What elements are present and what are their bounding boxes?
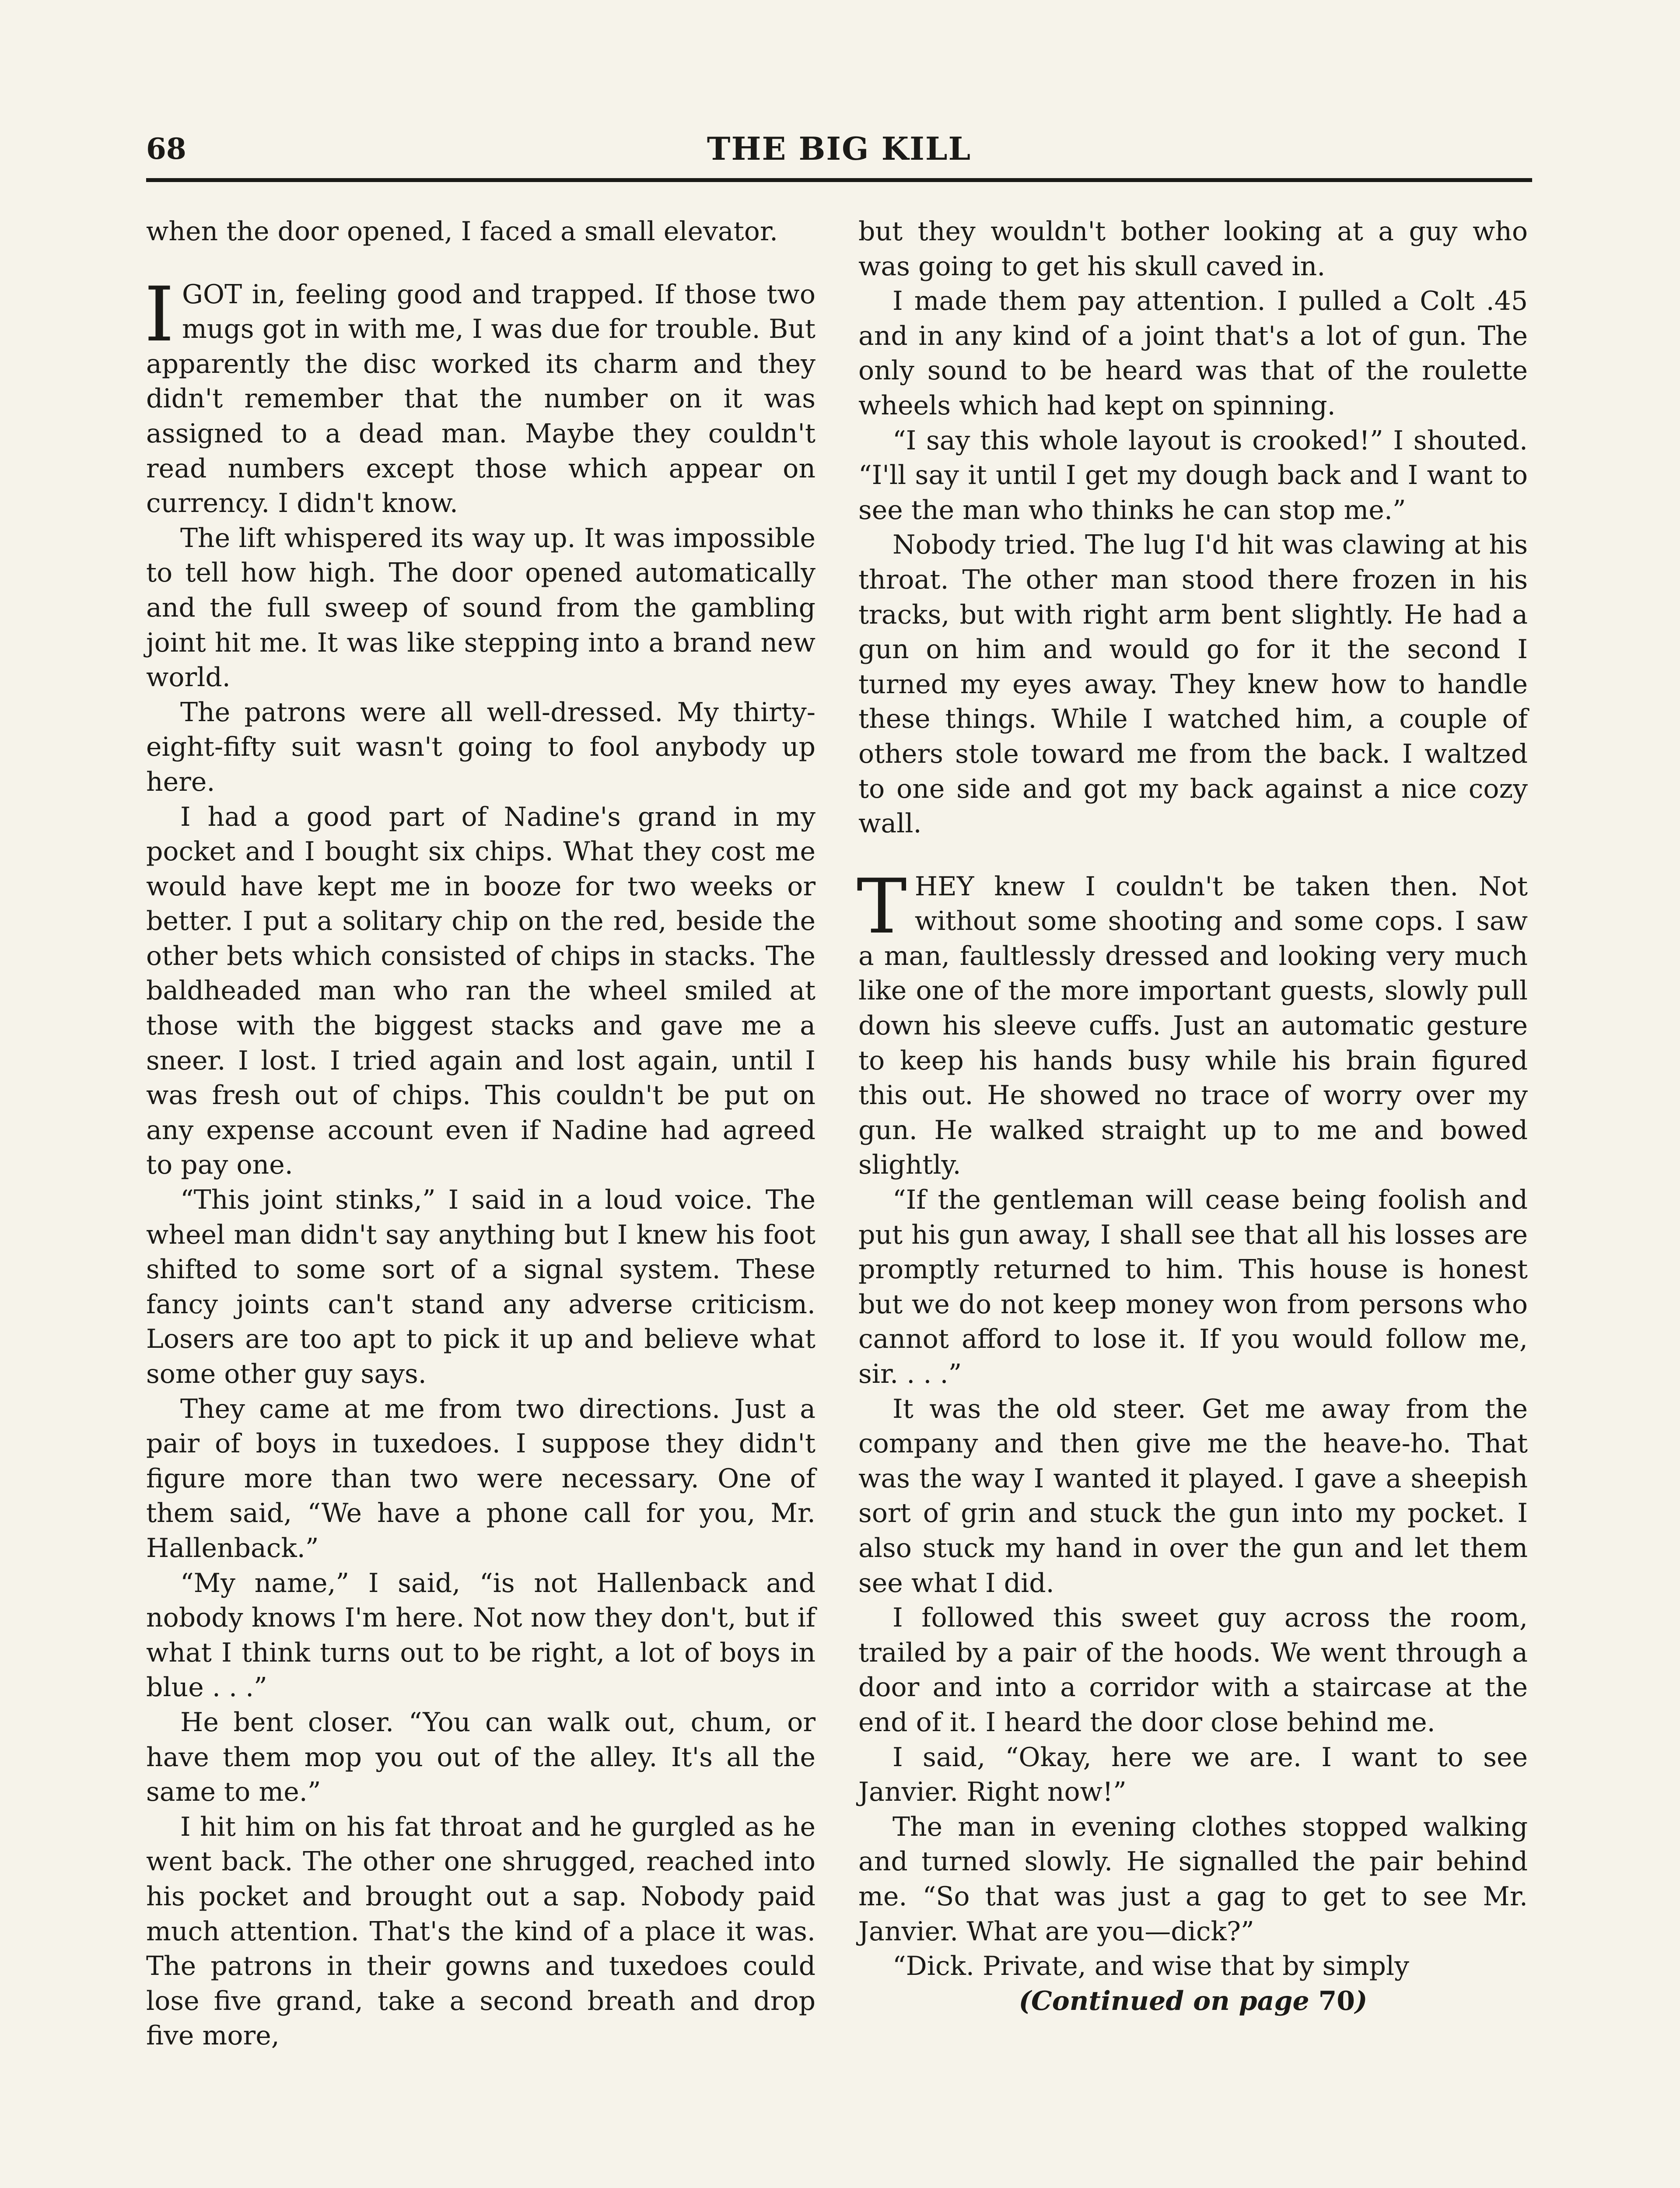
header-rule bbox=[146, 178, 1532, 182]
page-header bbox=[146, 131, 1532, 166]
paragraph: “If the gentleman will cease being foolish and put his gun away, I shall see that all his losses are promptly returned to him. This house is honest but we do not keep money won from persons who cannot afford to lose it. If you would follow me, sir. . . .” bbox=[858, 1185, 1528, 1389]
paragraph: “My name,” I said, “is not Hallenback and nobody knows I'm here. Not now they don't, but if what I think turns out to be right, a lot of boys in blue . . .” bbox=[146, 1567, 816, 1703]
section-opening-paragraph bbox=[144, 270, 816, 521]
paragraph: I hit him on his fat throat and he gurgled as he went back. The other one shrugged, reached into his pocket and brought out a sap. Nobody paid much attention. That's the kind of a place it was. The patrons in their gowns and tuxedoes could lose five grand, take a second breath and drop five more, bbox=[146, 1811, 816, 2051]
paragraph: I made them pay attention. I pulled a Colt .45 and in any kind of a joint that's a lot of gun. The only sound to be heard was that of the roulette wheels which had kept on spinning. bbox=[858, 286, 1528, 421]
running-title: THE BIG KILL bbox=[707, 130, 972, 167]
section-opening-paragraph bbox=[857, 862, 1528, 1183]
paragraph: It was the old steer. Get me away from the company and then give me the heave-ho. That was the way I wanted it played. I gave a sheepish sort of grin and stuck the gun into my pocket. I also stuck my hand in over the gun and let them see what I did. bbox=[858, 1393, 1528, 1599]
paragraph: He bent closer. “You can walk out, chum, or have them mop you out of the alley. It's all the same to me.” bbox=[146, 1707, 816, 1808]
page-number: 68 bbox=[146, 132, 186, 166]
paragraph: The lift whispered its way up. It was impossible to tell how high. The door opened automatically and the full sweep of sound from the gambling joint hit me. It was like stepping into a brand new world. bbox=[146, 522, 816, 693]
left-column bbox=[146, 214, 816, 2054]
drop-cap: T bbox=[857, 862, 907, 950]
paragraph-text: HEY knew I couldn't be taken then. Not without some shooting and some cops. I saw a man, faultlessly dressed and looking very much like one of the more important guests, slowly pull down his sleeve cuffs. Just an automatic gesture to keep his hands busy while his brain figured this out. He showed no trace of worry over my gun. He walked straight up to me and bowed slightly. bbox=[858, 871, 1528, 1181]
paragraph: Nobody tried. The lug I'd hit was clawing at his throat. The other man stood there frozen in his tracks, but with right arm bent slightly. He had a gun on him and would go for it the second I turned my eyes away. They knew how to handle these things. While I watched him, a couple of others stole toward me from the back. I waltzed to one side and got my back against a nice cozy wall. bbox=[858, 529, 1528, 839]
paragraph: when the door opened, I faced a small elevator. bbox=[146, 216, 778, 247]
paragraph: I said, “Okay, here we are. I want to see Janvier. Right now!” bbox=[858, 1742, 1528, 1808]
paragraph: “Dick. Private, and wise that by simply bbox=[892, 1951, 1410, 1982]
paragraph: They came at me from two directions. Just a pair of boys in tuxedoes. I suppose they didn't figure more than two were necessary. One of them said, “We have a phone call for you, Mr. Hallenback.” bbox=[146, 1393, 816, 1564]
paragraph: The patrons were all well-dressed. My thirty-eight-fifty suit wasn't going to fool anybody up here. bbox=[146, 697, 816, 797]
continuation-label: Continued on page bbox=[1031, 1985, 1309, 2016]
paragraph: I followed this sweet guy across the room, trailed by a pair of the hoods. We went through a door and into a corridor with a staircase at the end of it. I heard the door close behind me. bbox=[858, 1602, 1528, 1738]
paragraph: “I say this whole layout is crooked!” I shouted. “I'll say it until I get my dough back and I want to see the man who thinks he can stop me.” bbox=[858, 425, 1528, 526]
paragraph: The man in evening clothes stopped walking and turned slowly. He signalled the pair behind me. “So that was just a gag to get to see Mr. Janvier. What are you—dick?” bbox=[858, 1811, 1528, 1947]
paragraph: I had a good part of Nadine's grand in my pocket and I bought six chips. What they cost me would have kept me in booze for two weeks or better. I put a solitary chip on the red, beside the other bets which consisted of chips in stacks. The baldheaded man who ran the wheel smiled at those with the biggest stacks and gave me a sneer. I lost. I tried again and lost again, until I was fresh out of chips. This couldn't be put on any expense account even if Nadine had agreed to pay one. bbox=[146, 801, 816, 1181]
paragraph: “This joint stinks,” I said in a loud voice. The wheel man didn't say anything but I knew his foot shifted to some sort of a signal system. These fancy joints can't stand any adverse criticism. Losers are too apt to pick it up and believe what some other guy says. bbox=[146, 1185, 816, 1389]
paragraph-text: GOT in, feeling good and trapped. If those two mugs got in with me, I was due for trouble. But apparently the disc worked its charm and they didn't remember that the number on it was assigned to a dead man. Maybe they couldn't read numbers except those which appear on currency. I didn't know. bbox=[146, 279, 816, 519]
continuation-note: (Continued on page 70) bbox=[1018, 1985, 1368, 2016]
right-column bbox=[858, 214, 1528, 2019]
paragraph: but they wouldn't bother looking at a guy who was going to get his skull caved in. bbox=[858, 216, 1528, 282]
continuation-page: 70 bbox=[1318, 1985, 1355, 2016]
drop-cap: I bbox=[144, 270, 174, 358]
